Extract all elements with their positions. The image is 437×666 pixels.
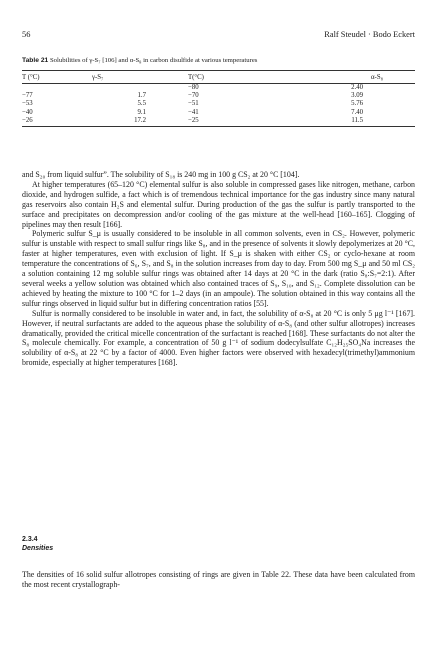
- page-number: 56: [22, 30, 31, 39]
- table-header-row: [22, 71, 415, 84]
- table-caption-text: Solubilities of γ-S₇ [106] and α-S₈ in carbon disulfide at various temperatures: [49, 57, 258, 64]
- header-gamma-s7: γ-S₇: [92, 71, 188, 84]
- cell: 17.2: [92, 117, 188, 127]
- table-row: [22, 92, 415, 100]
- table-row: [22, 100, 415, 108]
- cell: −77: [22, 92, 33, 100]
- cell: 7.40: [351, 108, 363, 116]
- cell: [92, 84, 188, 93]
- cell: 11.5: [321, 117, 415, 127]
- cell: −40: [22, 108, 33, 116]
- cell: −41: [188, 108, 199, 116]
- section-number: 2.3.4: [22, 536, 38, 543]
- cell: [22, 84, 92, 93]
- cell: −51: [188, 100, 199, 108]
- paragraph: Sulfur is normally considered to be insoluble in water and, in fact, the solubility of α-S₈ at 20 °C is only 5 μg l⁻¹ [167]. However, if neutral surfactants are added to the aqueous phase the solubility of α-S₈ (and other sulfur allotropes) increases dramatically, provided the critical micelle concentration of the surfactant is reached [168]. These surfactants do not alter the S₈ molecule chemically. For example, a concentration of 50 g l⁻¹ of sodium dodecylsulfate C₁₂H₂₅SO₄Na increases the solubility of α-S₈ at 22 °C by a factor of 4000. Even higher factors were observed with hexadecyl(trimethyl)ammonium bromide, especially at higher temperatures [168].: [22, 308, 415, 368]
- header-temp-s7: T (°C): [22, 71, 92, 84]
- table-row: [22, 109, 415, 117]
- table-label: Table 21: [22, 57, 49, 64]
- cell: 2.40: [351, 84, 363, 91]
- paragraph: The densities of 16 solid sulfur allotropes consisting of rings are given in Table 22. These data have been calculated from the most recent crystallograph-: [22, 570, 415, 589]
- table-caption: [22, 56, 415, 65]
- header-temp-s8: T(°C): [188, 71, 321, 84]
- paragraph: and S₂₀ from liquid sulfur”. The solubility of S₁₈ is 240 mg in 100 g CS₂ at 20 °C [104].: [22, 170, 300, 179]
- cell: −26: [22, 117, 92, 127]
- cell: 3.09: [351, 92, 363, 100]
- table-row: [22, 117, 415, 127]
- cell: 5.76: [351, 100, 363, 108]
- running-head: [22, 30, 415, 39]
- solubility-table: [22, 70, 415, 127]
- body-text: [22, 170, 415, 368]
- cell: 5.5: [137, 100, 146, 108]
- cell: 1.7: [137, 92, 146, 100]
- running-authors: Ralf Steudel · Bodo Eckert: [324, 30, 415, 39]
- cell: −25: [188, 117, 321, 127]
- paragraph: At higher temperatures (65–120 °C) elemental sulfur is also soluble in compressed gases like nitrogen, methane, carbon dioxide, and hydrogen sulfide, a fact which is of tremendous technical importance for the gas industry since many natural gas reservoirs also contain H₂S and elemental sulfur. During production of the gas the sulfur is partly transported to the surface and precipitates on decompression and/or cooling of the gas mixture at the well-head [160–165]. Clogging of pipelines may then result [166].: [22, 179, 415, 229]
- header-alpha-s8: α-S₈: [321, 71, 415, 84]
- cell: −53: [22, 100, 33, 108]
- body-text-continued: [22, 570, 415, 590]
- section-heading: [22, 535, 53, 553]
- table-row: [22, 84, 415, 93]
- section-title: Densities: [22, 545, 54, 552]
- paragraph: Polymeric sulfur S_μ is usually considered to be insoluble in all common solvents, even in CS₂. However, polymeric sulfur is unstable with respect to small sulfur rings like S₈, and in the presence of solvents it slowly depolymerizes at 20 °C, faster at higher temperatures, even with exclusion of light. If S_μ is shaken with either CS₂ or cyclo-hexane at room temperature the concentrations of S₆, S₇, and S₈ in the solution increases from day to day. From 500 mg S_μ and 50 ml CS₂ a solution containing 12 mg soluble sulfur rings was obtained after 14 days at 20 °C in the dark (ratio S₈:S₇=2:1). After several weeks a yellow solution was obtained which also contained traces of S₉, S₁₀, and S₁₂. Complete dissolution can be achieved by heating the mixture to 100 °C for 1–2 days (in an ampoule). The solution obtained in this way contains all the sulfur rings observed in liquid sulfur but in differing concentration ratios [55].: [22, 229, 415, 308]
- cell: −70: [188, 92, 199, 100]
- cell: 9.1: [137, 108, 146, 116]
- cell: −80: [188, 84, 199, 91]
